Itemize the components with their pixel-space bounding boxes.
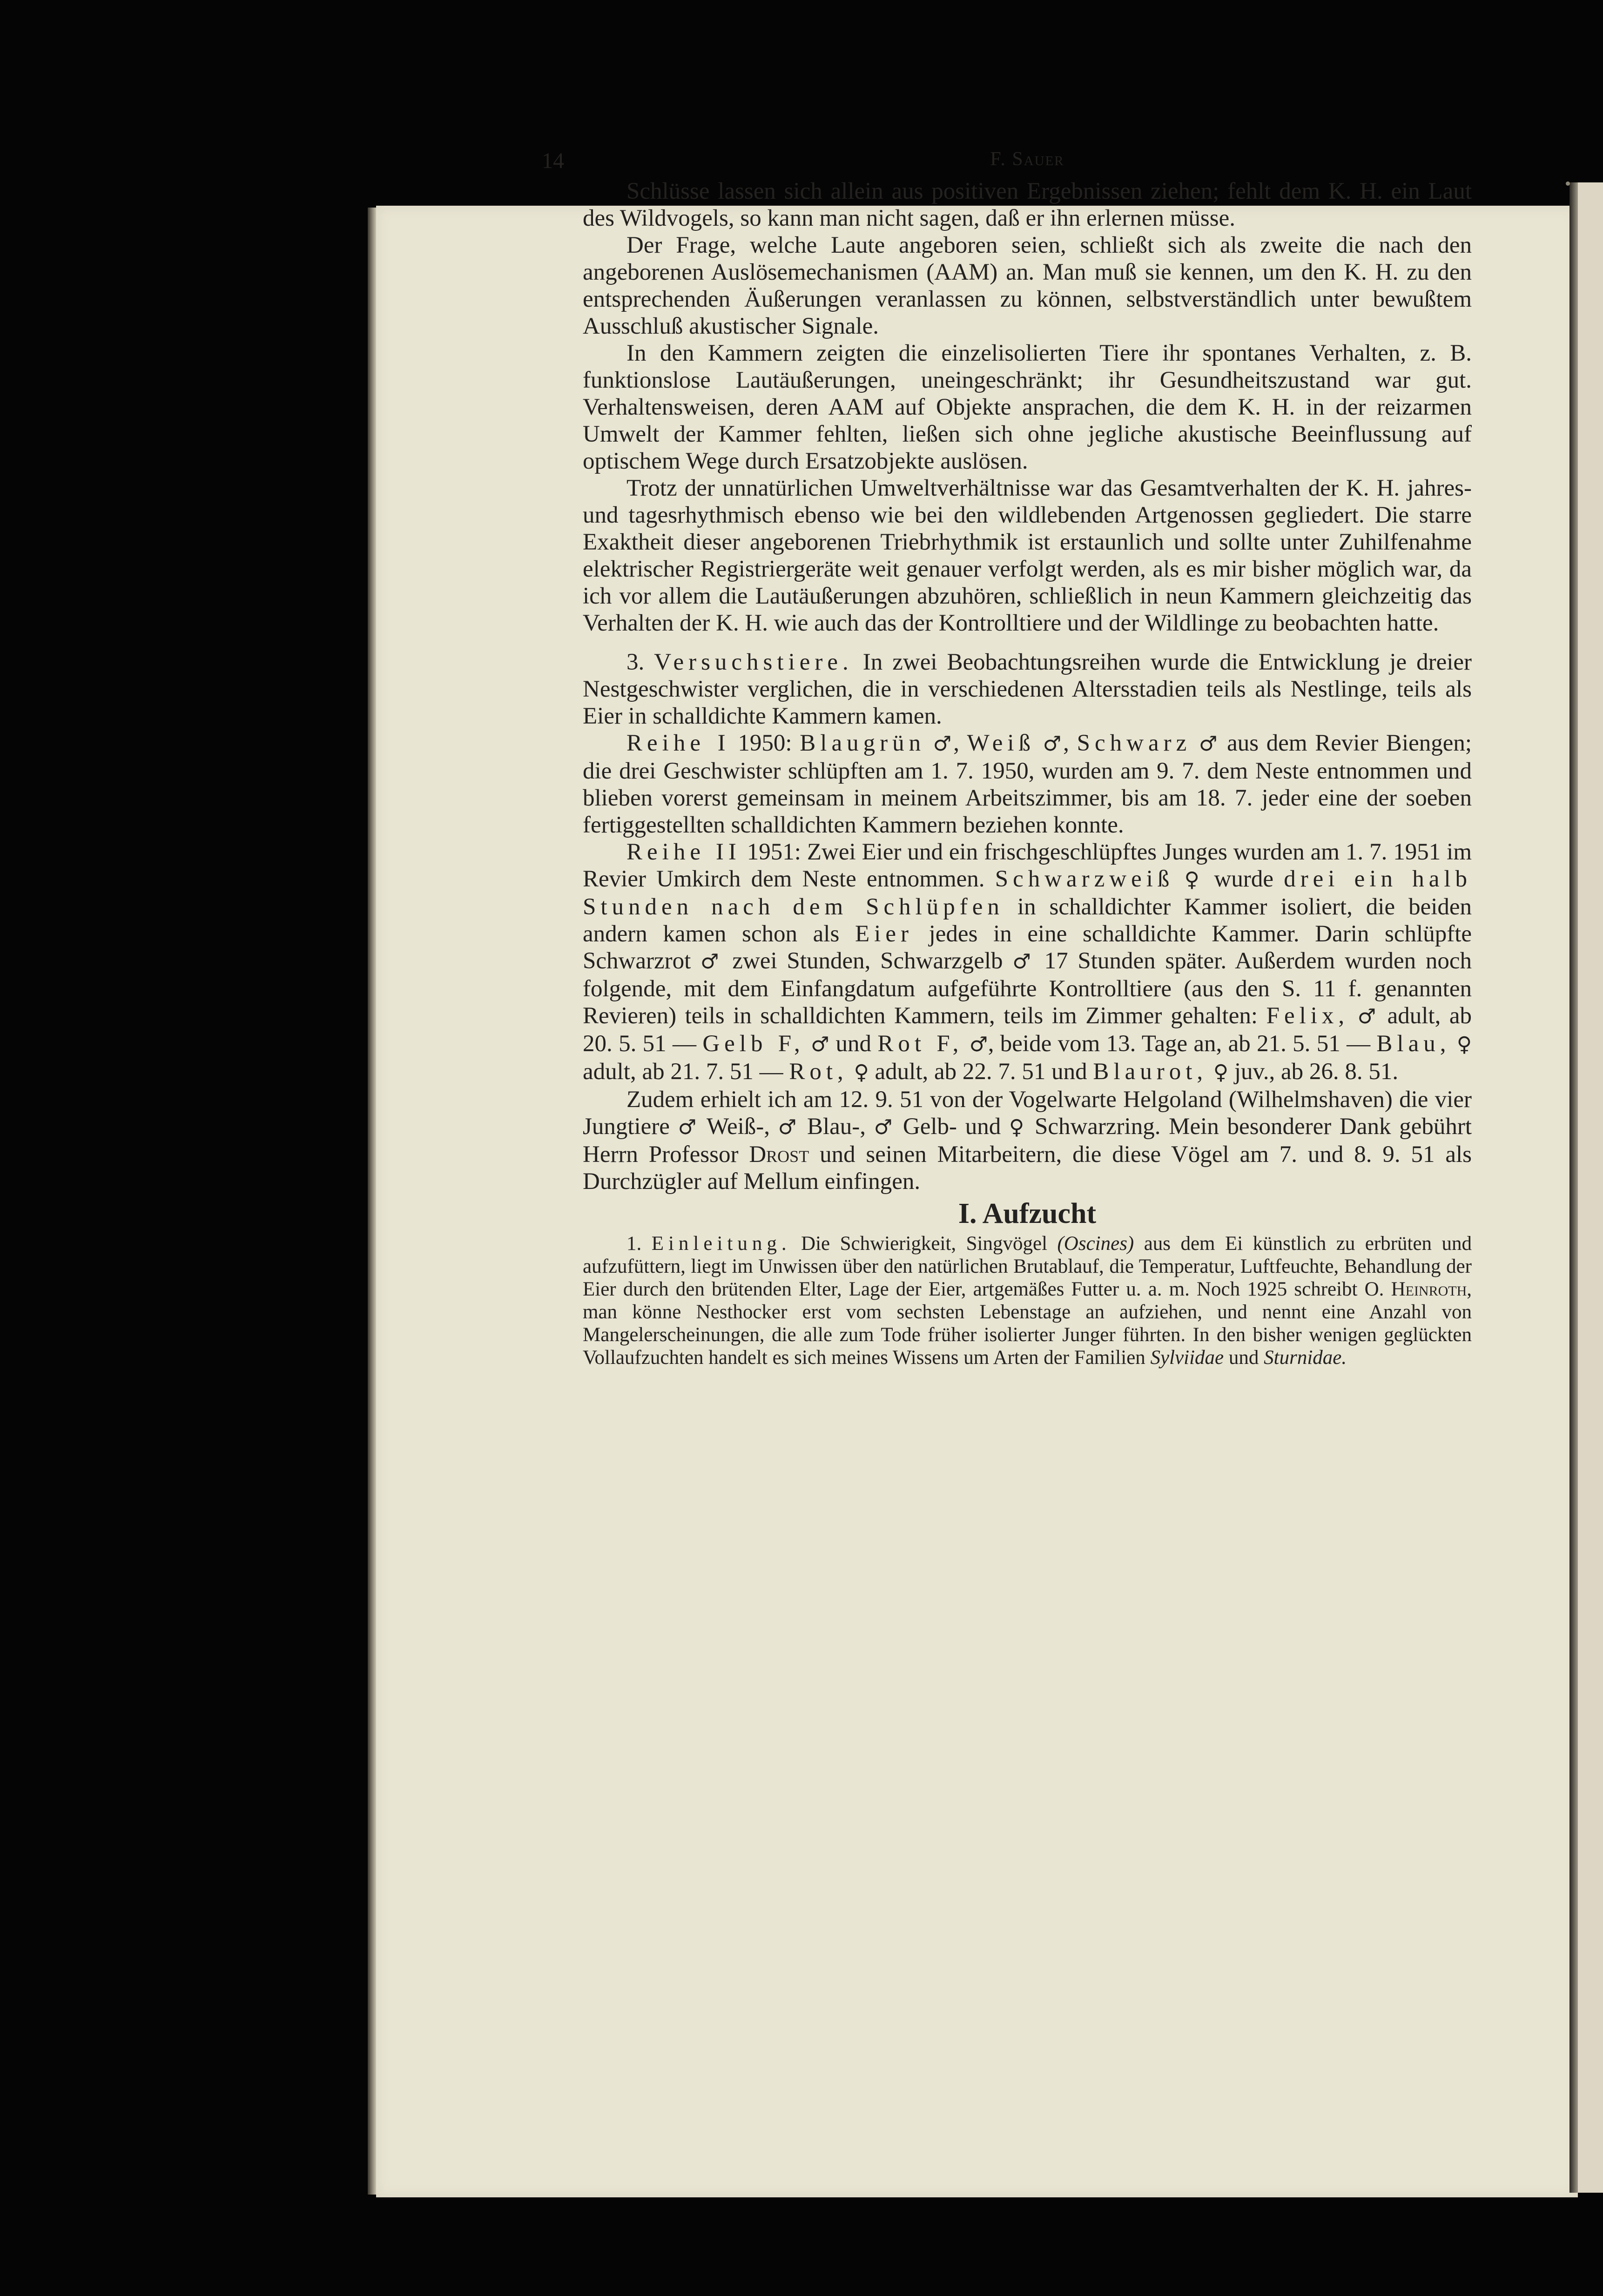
male-symbol: ♂ — [678, 1115, 699, 1139]
page-edge — [368, 208, 376, 2195]
emphasis: Eier — [855, 921, 913, 947]
section-title: Versuchstiere. — [654, 649, 853, 675]
subsection-title: Einleitung. — [651, 1233, 791, 1255]
paragraph-text: und — [1228, 1347, 1259, 1369]
emphasis: drei ein halb Stunden nach dem Schlüpfen — [583, 866, 1472, 920]
paragraph-text: aus dem Ei künstlich zu erbrüten und aufzufüttern, liegt im Unwissen über den natürlichen Brutablauf, die Temperatur, Luftfeuchte, Behandlung der Eier durch den brütenden Elter, Lage der Eier, artgemäßes Futter u. a. m. Noch 1925 schreibt O. — [583, 1233, 1472, 1300]
next-page — [1578, 182, 1603, 2193]
series-text: adult, ab 20. 5. 51 — — [583, 1003, 1472, 1057]
author-name: Heinroth, — [1391, 1278, 1472, 1300]
running-head: F. Sauer — [990, 148, 1064, 170]
section-versuchstiere — [583, 649, 1472, 730]
series-text: 1951: Zwei Eier und ein frischgeschlüpftes Junges wurden am 1. 7. 1951 im Revier Umkirch dem Neste entnommen. — [583, 839, 1472, 892]
paragraph-text: Zudem erhielt ich am 12. 9. 51 von der Vogelwarte Helgoland (Wilhelmshaven) die vier Jungtiere — [583, 1087, 1472, 1140]
bird-name: Weiß — [967, 730, 1036, 756]
section-intro: In zwei Beobachtungsreihen wurde die Entwicklung je dreier Nestgeschwister verglichen, die in verschiedenen Altersstadien teils als Nestlinge, teils als Eier in schalldichte Kammern kamen. — [583, 649, 1472, 729]
series-text: juv., ab 26. 8. 51. — [1234, 1059, 1399, 1085]
paragraph-text: Die Schwierigkeit, Singvögel — [801, 1233, 1048, 1255]
taxon-name: Sylviidae — [1150, 1347, 1224, 1369]
paragraph-text: und seinen Mitarbeitern, die diese Vögel am 7. und 8. 9. 51 als Durchzügler auf Mellum einfingen. — [583, 1141, 1472, 1195]
paragraph: Trotz der unnatürlichen Umweltverhältnisse war das Gesamtverhalten der K. H. jahres- und tagesrhythmisch ebenso wie bei den wildlebenden Artgenossen gegliedert. Die starre Exaktheit dieser angeborenen Triebrhythmik ist erstaunlich und sollte unter Zuhilfenahme elektrischer Registriergeräte weit genauer verfolgt werden, als es mir bisher möglich war, da ich vor allem die Lautäußerungen abzuhören, schließlich in neun Kammern gleichzeitig das Verhalten der K. H. wie auch das der Kontrolltiere und der Wildlinge zu beobachten hatte. — [583, 475, 1472, 636]
series-text: wurde — [1214, 866, 1273, 892]
male-symbol: ♂ — [778, 1115, 799, 1139]
male-symbol: ♂ — [1043, 732, 1064, 756]
female-symbol: ♀ — [1009, 1115, 1027, 1139]
bird-name: Blaugrün — [800, 730, 926, 756]
taxon-name: Sturnidae. — [1264, 1347, 1347, 1369]
male-symbol: ♂ — [1357, 1005, 1379, 1028]
bird-name: Blaurot, — [1093, 1059, 1208, 1085]
male-symbol: ♂ — [700, 950, 723, 973]
male-symbol: ♂ — [933, 732, 954, 756]
series-text: und — [835, 1031, 871, 1057]
paragraph: Schlüsse lassen sich allein aus positiven Ergebnissen ziehen; fehlt dem K. H. ein Laut des Wildvogels, so kann man nicht sagen, daß er ihn erlernen müsse. — [583, 178, 1472, 231]
next-page-edge — [1569, 182, 1578, 2193]
bird-name: Schwarz — [1077, 730, 1192, 756]
series-text: aus dem Revier Biengen; die drei Geschwister schlüpften am 1. 7. 1950, wurden am 9. 7. dem Neste entnommen und blieben vorerst gemeinsam in meinem Arbeitszimmer, bis am 18. 7. jeder eine der soeben fertiggestellten schalldichten Kammern beziehen konnte. — [583, 730, 1472, 838]
small-print-section — [583, 1232, 1472, 1369]
female-symbol: ♀ — [1213, 1061, 1229, 1084]
subsection-number: 1. — [626, 1233, 642, 1255]
female-symbol: ♀ — [1184, 868, 1204, 892]
male-symbol: ♂ — [811, 1033, 830, 1056]
taxon-name: (Oscines) — [1057, 1233, 1134, 1255]
male-symbol: ♂ — [1199, 732, 1219, 756]
bird-name: Gelb F, — [702, 1031, 805, 1057]
bird-name: Rot, — [789, 1059, 848, 1085]
paragraph-text: Gelb- und — [903, 1114, 1001, 1140]
series-text: , beide vom 13. Tage an, ab 21. 5. 51 — — [988, 1031, 1371, 1057]
series-label: Reihe I — [626, 730, 730, 756]
page-number: 14 — [542, 148, 564, 173]
male-symbol: ♂ — [969, 1033, 988, 1056]
paragraph: Der Frage, welche Laute angeboren seien, schließt sich als zweite die nach den angeborenen Auslösemechanismen (AAM) an. Man muß sie kennen, um den K. H. zu den entsprechenden Äußerungen veranlassen zu können, selbstverständlich unter bewußtem Ausschluß akustischer Signale. — [583, 232, 1472, 339]
series-text: jedes in eine schalldichte Kammer. Darin schlüpfte Schwarzrot — [583, 921, 1472, 974]
chapter-heading: I. Aufzucht — [958, 1198, 1097, 1229]
body-text — [583, 178, 1472, 1369]
female-symbol: ♀ — [1456, 1033, 1472, 1056]
paragraph-text: Blau-, — [807, 1114, 866, 1140]
paragraph-einleitung — [583, 1232, 1472, 1369]
male-symbol: ♂ — [874, 1115, 895, 1139]
paper-speck — [1566, 181, 1570, 186]
paragraph-reihe-1: Reihe I 1950: Blaugrün ♂, Weiß ♂, Schwarz ♂ aus dem Revier Biengen; die drei Geschwister schlüpften am 1. 7. 1950, wurden am 9. 7. dem Neste entnommen und blieben vorerst gemeinsam in meinem Arbeitszimmer, bis am 18. 7. jeder eine der soeben fertiggestellten schalldichten Kammern beziehen konnte. — [583, 730, 1472, 838]
series-year: 1950: — [738, 730, 792, 756]
series-text: zwei Stunden, Schwarzgelb — [732, 948, 1003, 974]
paragraph-text: Schwarzring. Mein besonderer Dank gebührt Herrn Professor — [583, 1114, 1472, 1168]
male-symbol: ♂ — [1012, 950, 1035, 973]
paragraph-text: Weiß-, — [706, 1114, 770, 1140]
series-text: in schalldichter Kammer isoliert, die beiden andern kamen schon als — [583, 894, 1472, 947]
series-label: Reihe II — [626, 839, 741, 865]
bird-name: Rot F, — [877, 1031, 963, 1057]
series-text: adult, ab 22. 7. 51 und — [875, 1059, 1087, 1085]
series-text: adult, ab 21. 7. 51 — — [583, 1059, 783, 1085]
paragraph-text: man könne Nesthocker erst vom sechsten Lebenstage an aufziehen, und nennt eine Anzahl von Mangelerscheinungen, die alle zum Tode früher isolierter Junger führten. In den bisher wenigen geglückten Vollaufzuchten handelt es sich meines Wissens um Arten der Familien — [583, 1301, 1472, 1369]
paragraph: In den Kammern zeigten die einzelisolierten Tiere ihr spontanes Verhalten, z. B. funktionslose Lautäußerungen, uneingeschränkt; ihr Gesundheitszustand war gut. Verhaltensweisen, deren AAM auf Objekte ansprachen, die dem K. H. in der reizarmen Umwelt der Kammer fehlten, ließen sich ohne jegliche akustische Beeinflussung auf optischem Wege durch Ersatzobjekte auslösen. — [583, 340, 1472, 474]
paragraph-zudem — [583, 1086, 1472, 1195]
bird-name: Felix, — [1266, 1003, 1349, 1029]
female-symbol: ♀ — [854, 1061, 869, 1084]
paragraph-reihe-2 — [583, 839, 1472, 1086]
section-number: 3. — [626, 649, 645, 675]
author-name: Drost — [749, 1141, 809, 1168]
series-text: 17 Stunden später. Außerdem wurden noch folgende, mit dem Einfangdatum aufgeführte Kontrolltiere (aus den S. 11 f. genannten Revieren) teils in schalldichten Kammern, teils im Zimmer gehalten: — [583, 948, 1472, 1029]
bird-name: Blau, — [1376, 1031, 1451, 1057]
bird-name: Schwarzweiß — [995, 866, 1174, 892]
